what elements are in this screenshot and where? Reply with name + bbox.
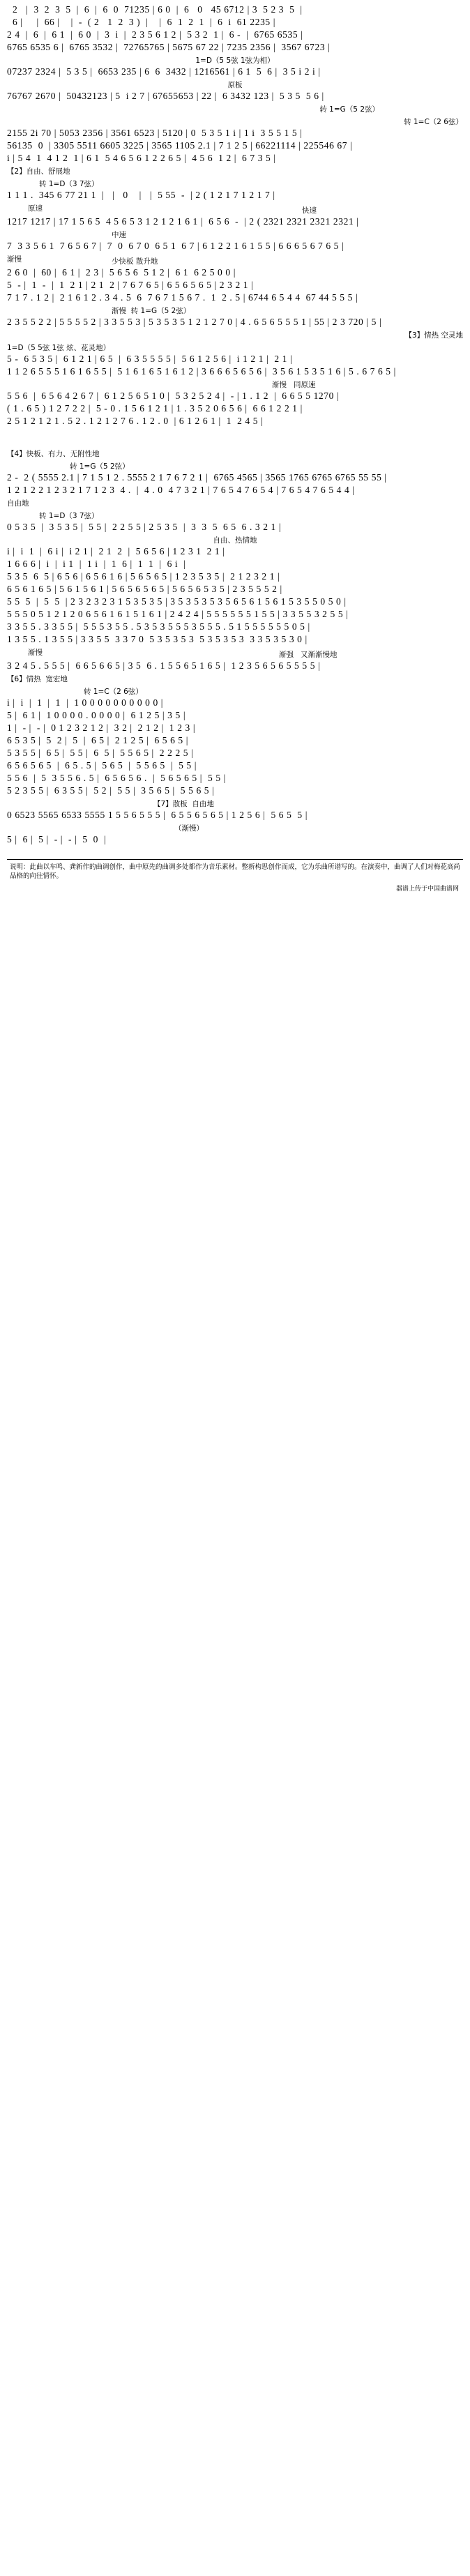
section-header: 转 1=D（3 7弦） [39, 180, 99, 188]
music-line: ( 1 . 6 5 ) 1 2 7 2 2 | 5 - 0 . 1 5 6 1 2 1 | 1 . 3 5 2 0 6 5 6 | 6 6 1 2 2 1 | [7, 403, 303, 414]
music-line: 7 1 7 . 1 2 | 2 1 6 1 2 . 3 4 . 5 6 7 6 7 1 5 6 7 . 1 2 . 5 | 6744 6 5 4 4 67 44 5 5 5 | [7, 292, 358, 303]
music-line: 6765 6535 6 | 6765 3532 | 72765765 | 5675 67 22 | 7235 2356 | 3567 6723 | [7, 42, 331, 52]
music-line: 7 3 3 5 6 1 7 6 5 6 7 | 7 0 6 7 0 6 5 1 6 7 | 6 1 2 2 1 6 1 5 5 | 6 6 6 5 6 7 6 5 | [7, 241, 344, 251]
music-line: 5 - | 1 - | 1 2 1 | 2 1 2 | 7 6 7 6 5 | 6 5 6 5 6 5 | 2 3 2 1 | [7, 280, 254, 290]
section-header: 渐慢 同原速 [272, 381, 316, 389]
music-line: 1217 1217 | 17 1 5 6 5 4 5 6 5 3 1 2 1 2 1 6 1 | 6 5 6 - | 2 ( 2321 2321 2321 2321 | [7, 216, 359, 227]
music-line: 0 6523 5565 6533 5555 1 5 5 6 5 5 5 | 6 5 5 6 5 6 5 | 1 2 5 6 | 5 6 5 5 | [7, 810, 308, 820]
section-header: 渐慢 [28, 649, 43, 657]
music-line: 5 5 5 0 5 1 2 1 2 0 6 5 6 1 6 1 5 1 6 1 | 2 4 2 4 | 5 5 5 5 5 5 1 5 5 | 3 3 5 5 3 2 5 5 | [7, 609, 349, 619]
music-line: 1 3 5 5 . 1 3 5 5 | 3 3 5 5 3 3 7 0 5 3 5 3 5 3 5 3 5 3 5 3 3 3 5 3 5 3 0 | [7, 634, 308, 644]
section-header: 转 1=D（3 7弦） [39, 512, 99, 520]
music-line: 1 | - | - | 0 1 2 3 2 1 2 | 3 2 | 2 1 2 | 1 2 3 | [7, 722, 196, 733]
music-line: 5 5 6 | 6 5 6 4 2 6 7 | 6 1 2 5 6 5 1 0 | 5 3 2 5 2 4 | - | 1 . 1 2 | 6 6 5 5 1270 | [7, 391, 340, 401]
music-line: 2 | 3 2 3 5 | 6 | 6 0 71235 | 6 0 | 6 0 45 6712 | 3 5 2 3 5 | [7, 4, 303, 15]
section-header: 【6】情热 宽宏地 [7, 675, 68, 683]
music-line: 1 1 2 6 5 5 5 1 6 1 6 5 5 | 5 1 6 1 6 5 1 6 1 2 | 3 6 6 6 5 6 5 6 | 3 5 6 1 5 3 5 1 6 | 5 . 6 7 6 5 | [7, 366, 396, 377]
section-header: 1=D（5 5弦 1弦 炫、花灵地） [7, 344, 111, 352]
music-line: i | i | 1 | 1 | 1 0 0 0 0 0 0 0 0 0 0 | [7, 697, 164, 708]
score-body [0, 0, 470, 893]
section-header: 转 1=G（5 2弦） [319, 105, 379, 114]
music-line: 6 5 3 5 | 5 2 | 5 | 6 5 | 2 1 2 5 | 6 5 6 5 | [7, 735, 189, 745]
section-header: 自由地 [7, 499, 29, 508]
music-line: 2 4 | 6 | 6 1 | 6 0 | 3 i | 2 3 5 6 1 2 | 5 3 2 1 | 6 - | 6765 6535 | [7, 29, 303, 40]
section-header: 转 1=C（2 6弦） [84, 688, 143, 696]
section-header: （渐慢） [174, 824, 204, 833]
section-header: 渐强 又渐渐慢地 [279, 651, 338, 659]
music-line: 5 - 6 5 3 5 | 6 1 2 1 | 6 5 | 6 3 5 5 5 5 | 5 6 1 2 5 6 | i 1 2 1 | 2 1 | [7, 354, 293, 364]
section-header: 快速 [302, 206, 317, 215]
section-header: 原板 [227, 81, 243, 89]
music-line: 2155 2i 70 | 5053 2356 | 3561 6523 | 5120 | 0 5 3 5 1 i | 1 i 3 5 5 1 5 | [7, 128, 303, 138]
music-line: i | 5 4 1 4 1 2 1 | 6 1 5 4 6 5 6 1 2 2 6 5 | 4 5 6 1 2 | 6 7 3 5 | [7, 153, 276, 163]
section-header: 转 1=G（5 2弦） [70, 462, 130, 471]
music-line: 6 | | 66 | | - ( 2 1 2 3 ) | | 6 1 2 1 | 6 i 61 2235 | [7, 17, 276, 27]
music-line: 1 1 1 . 345 6 77 21 1 | | 0 | | 5 55 - | 2 ( 1 2 1 7 1 2 1 7 | [7, 190, 275, 200]
section-header: 【7】散板 自由地 [153, 800, 214, 808]
music-line: 5 | 6 | 5 | - | - | 5 0 | [7, 834, 107, 844]
music-line: 3 2 4 5 . 5 5 5 | 6 6 5 6 6 5 | 3 5 6 . 1 5 5 6 5 1 6 5 | 1 2 3 5 6 5 6 5 5 5 5 | [7, 660, 321, 671]
music-line: 2 - 2 ( 5555 2.1 | 7 1 5 1 2 . 5555 2 1 7 6 7 2 1 | 6765 4565 | 3565 1765 6765 6765 55 55 | [7, 472, 387, 483]
music-line: 2 3 5 5 2 2 | 5 5 5 5 2 | 3 3 5 5 3 | 5 3 5 3 5 1 2 1 2 7 0 | 4 . 6 5 6 5 5 5 1 | 55 | 2 3 720 | 5 | [7, 317, 382, 327]
music-line: 5 5 5 | 5 5 | 2 3 2 3 2 3 1 5 3 5 3 5 | 3 5 3 5 3 5 3 5 6 5 6 1 5 6 1 5 3 5 5 0 5 0 | [7, 596, 347, 607]
music-line: 1 6 6 6 | i | i 1 | 1 i | 1 6 | 1 1 | 6 i | [7, 559, 186, 569]
music-line: 0 5 3 5 | 3 5 3 5 | 5 5 | 2 2 5 5 | 2 5 3 5 | 3 3 5 6 5 6 . 3 2 1 | [7, 522, 282, 532]
source-credit: 器谱上传于中国曲谱网 [395, 886, 459, 893]
music-line: 6 5 6 1 6 5 | 5 6 1 5 6 1 | 5 6 5 6 5 6 5 | 5 6 5 6 5 3 5 | 2 3 5 5 5 2 | [7, 584, 282, 594]
music-line: 07237 2324 | 5 3 5 | 6653 235 | 6 6 3432 | 1216561 | 6 1 5 6 | 3 5 i 2 i | [7, 66, 321, 77]
music-line: 5 2 3 5 5 | 6 3 5 5 | 5 2 | 5 5 | 3 5 6 5 | 5 5 6 5 | [7, 785, 215, 796]
music-line: 5 3 5 5 | 6 5 | 5 5 | 6 5 | 5 5 6 5 | 2 2 2 5 | [7, 748, 194, 758]
section-header: 【4】快板、有力、无附性地 [7, 450, 100, 458]
music-line: 6 5 6 5 6 5 | 6 5 . 5 | 5 6 5 | 5 5 6 5 | 5 5 | [7, 760, 197, 771]
music-line: 3 3 5 5 . 3 3 5 5 | 5 5 5 3 5 5 . 5 3 5 3 5 5 5 3 5 5 5 . 5 1 5 5 5 5 5 5 0 5 | [7, 621, 310, 632]
section-header: 【3】情热 空灵地 [404, 331, 463, 340]
footnote-text: 说明：此曲以车鸣、龚新作的曲调创作，曲中原先的曲调多处都作为音乐素材。整新构思创作而成，它为乐曲所谱写的。在演奏中，曲调了人们对梅花高尚品格的向往情怀。 [10, 863, 461, 880]
music-line: 5 3 5 6 5 | 6 5 6 | 6 5 6 1 6 | 5 6 5 6 5 | 1 2 3 5 3 5 | 2 1 2 3 2 1 | [7, 571, 280, 582]
section-header: 转 1=C（2 6弦） [404, 118, 463, 126]
section-header: 1=D（5 5弦 1弦为相） [195, 56, 275, 65]
music-line: 2 5 1 2 1 2 1 . 5 2 . 1 2 1 2 7 6 . 1 2 . 0 | 6 1 2 6 1 | 1 2 4 5 | [7, 416, 264, 426]
music-line: 1 2 1 2 2 1 2 3 2 1 7 1 2 3 4 . | 4 . 0 4 7 3 2 1 | 7 6 5 4 7 6 5 4 | 7 6 5 4 7 6 5 4 4 | [7, 485, 355, 495]
music-line: 2 6 0 | 60 | 6 1 | 2 3 | 5 6 5 6 5 1 2 | 6 1 6 2 5 0 0 | [7, 267, 236, 278]
music-line: 76767 2670 | 50432123 | 5 i 2 7 | 67655653 | 22 | 6 3432 123 | 5 3 5 5 6 | [7, 91, 324, 101]
music-line: 5 | 6 1 | 1 0 0 0 0 . 0 0 0 0 | 6 1 2 5 | 3 5 | [7, 710, 186, 720]
section-header: 原速 [28, 204, 43, 213]
section-header: 自由、热情地 [213, 536, 257, 545]
section-header: 中速 [112, 231, 126, 239]
section-header: 【2】自由、舒展地 [7, 167, 70, 176]
music-line: 56135 0 | 3305 5511 6605 3225 | 3565 1105 2.1 | 7 1 2 5 | 66221114 | 225546 67 | [7, 140, 353, 151]
section-header: 渐慢 转 1=G（5 2弦） [112, 307, 191, 315]
section-header: 少快板 散升地 [112, 257, 158, 266]
music-line: 5 5 6 | 5 3 5 5 6 . 5 | 6 5 6 5 6 . | 5 6 5 6 5 | 5 5 | [7, 773, 226, 783]
section-header: 渐慢 [7, 255, 22, 264]
footnote-divider [7, 859, 463, 860]
music-line: i | i 1 | 6 i | i 2 1 | 2 1 2 | 5 6 5 6 | 1 2 3 1 2 1 | [7, 546, 225, 556]
